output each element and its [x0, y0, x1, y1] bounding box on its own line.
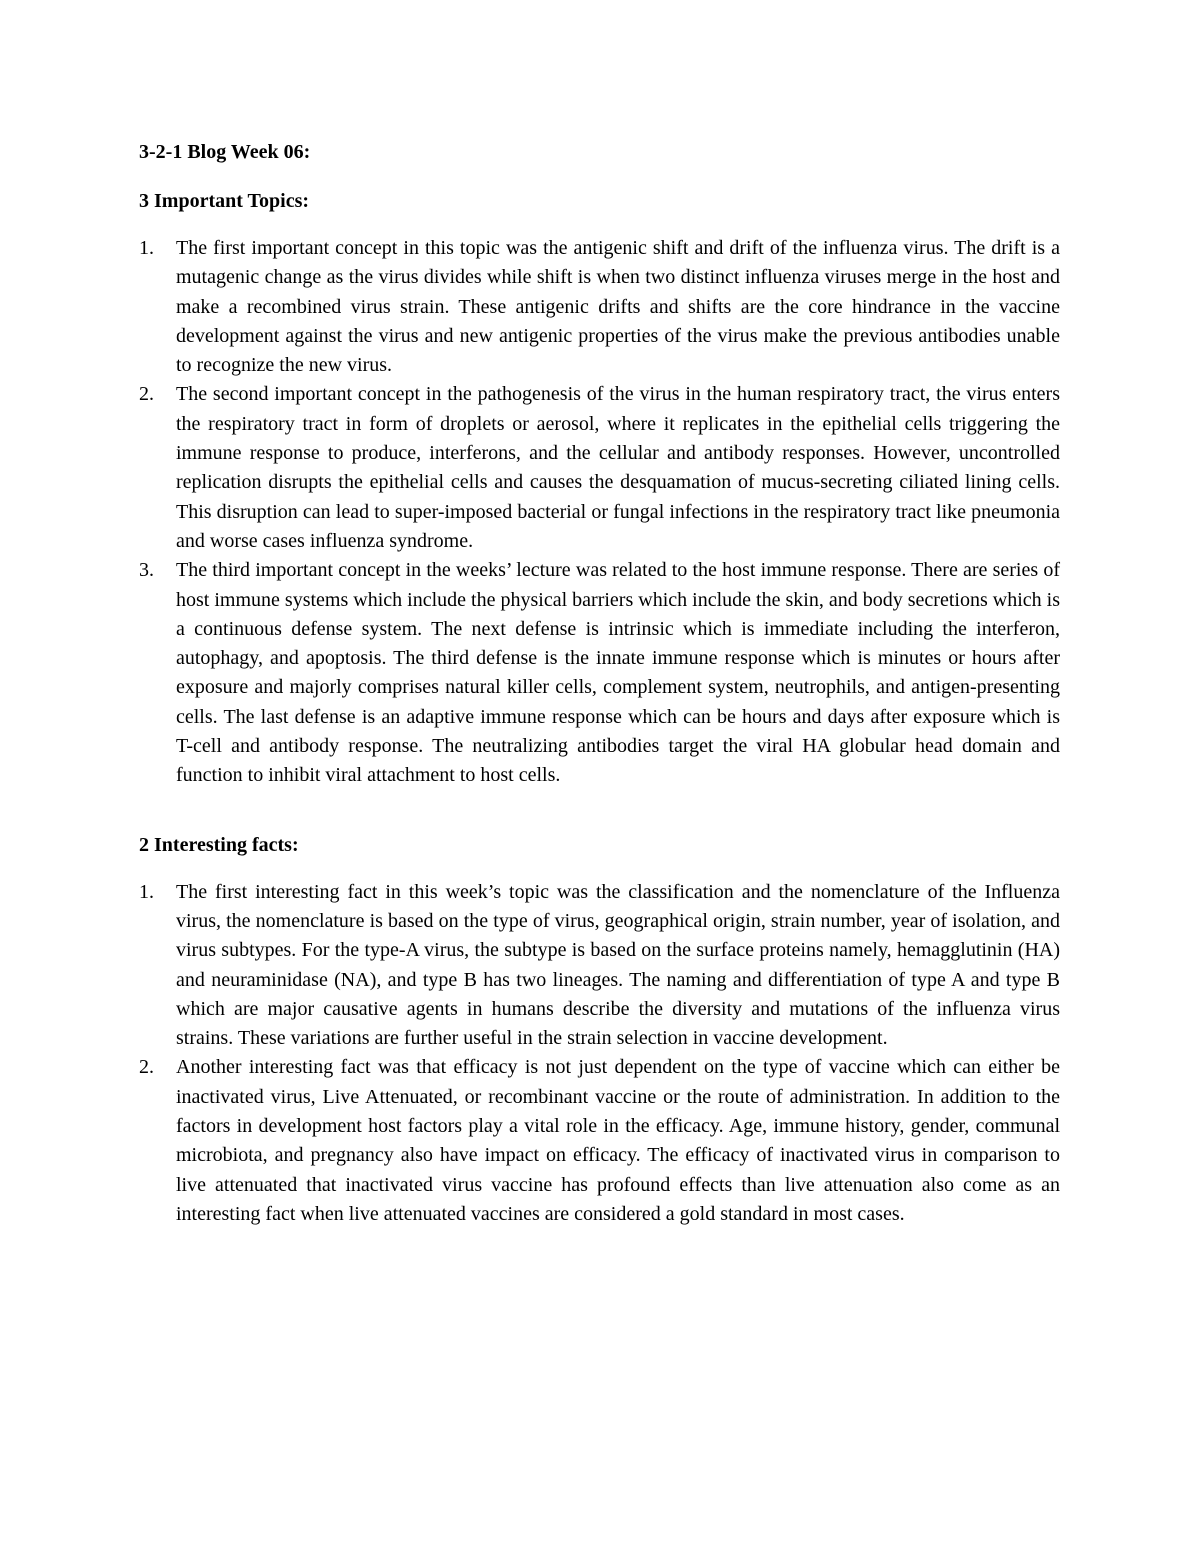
document-title: 3-2-1 Blog Week 06: — [139, 141, 311, 163]
fact-item-text: Another interesting fact was that efficacy is not just dependent on the type of vaccine which can either be inactivated virus, Live Attenuated, or recombinant vaccine or the route of administration. In addition to the factors in development host factors play a vital role in the efficacy. Age, immune history, gender, communal microbiota, and pregnancy also have impact on efficacy. The efficacy of inactivated virus in comparison to live attenuated that inactivated virus vaccine has profound effects than live attenuation also come as an interesting fact when live attenuated vaccines are considered a gold standard in most cases. — [176, 1056, 1060, 1225]
fact-item-number: 2. — [139, 1056, 154, 1079]
facts-list — [139, 878, 1060, 1230]
fact-item-text: The first interesting fact in this week’s topic was the classification and the nomenclature of the Influenza virus, the nomenclature is based on the type of virus, geographical origin, strain number, year of isolation, and virus subtypes. For the type-A virus, the subtype is based on the surface proteins namely, hemagglutinin (HA) and neuraminidase (NA), and type B has two lineages. The naming and differentiation of type A and type B which are major causative agents in humans describe the diversity and mutations of the influenza virus strains. These variations are further useful in the strain selection in vaccine development. — [176, 880, 1060, 1050]
topics-heading: 3 Important Topics: — [139, 190, 310, 212]
topic-item-text: The third important concept in the weeks’ lecture was related to the host immune response. There are series of host immune systems which include the physical barriers which include the skin, and body secretions which is a continuous defense system. The next defense is intrinsic which is immediate including the interferon, autophagy, and apoptosis. The third defense is the innate immune response which is minutes or hours after exposure and majorly comprises natural killer cells, complement system, neutrophils, and antigen-presenting cells. The last defense is an adaptive immune response which can be hours and days after exposure which is T-cell and antibody response. The neutralizing antibodies target the viral HA globular head domain and function to inhibit viral attachment to host cells. — [176, 559, 1060, 787]
facts-heading: 2 Interesting facts: — [139, 833, 299, 856]
topic-item-number: 3. — [139, 559, 154, 582]
fact-item-number: 1. — [139, 880, 154, 903]
topic-item-text: The second important concept in the pathogenesis of the virus in the human respiratory tract, the virus enters the respiratory tract in form of droplets or aerosol, where it replicates in the epithelial cells triggering the immune response to produce, interferons, and the cellular and antibody responses. However, uncontrolled replication disrupts the epithelial cells and causes the desquamation of mucus-secreting ciliated lining cells. This disruption can lead to super-imposed bacterial or fungal infections in the respiratory tract like pneumonia and worse cases influenza syndrome. — [176, 383, 1060, 552]
topic-item-3 — [139, 556, 1060, 790]
topic-item-1 — [139, 234, 1060, 380]
topics-list — [139, 234, 1060, 791]
fact-item-1 — [139, 878, 1060, 1054]
topic-item-number: 2. — [139, 383, 154, 406]
document-page — [139, 138, 1060, 1229]
topic-item-2 — [139, 380, 1060, 556]
fact-item-2 — [139, 1053, 1060, 1229]
topic-item-number: 1. — [139, 237, 154, 259]
topic-item-text: The first important concept in this topic was the antigenic shift and drift of the influenza virus. The drift is a mutagenic change as the virus divides while shift is when two distinct influenza viruses merge in the host and make a recombined virus strain. These antigenic drifts and shifts are the core hindrance in the vaccine development against the virus and new antigenic properties of the virus make the previous antibodies unable to recognize the new virus. — [176, 237, 1060, 377]
